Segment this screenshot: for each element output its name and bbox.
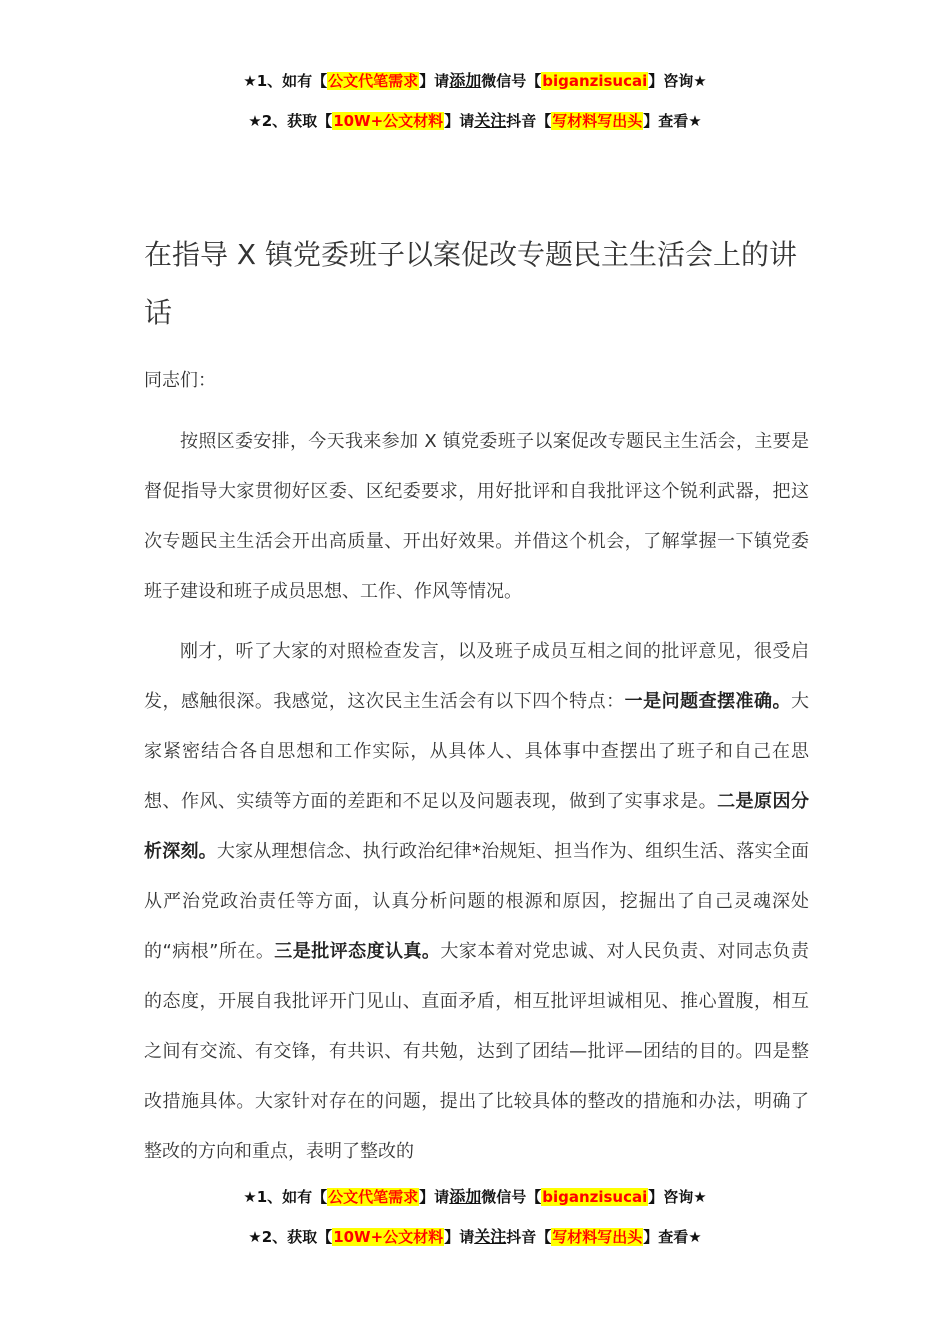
point-heading: 二是原因分析深刻。 [144,791,810,862]
promo-line-1: ★1、如有【公文代笔需求】请添加微信号【biganzisucai】咨询★ [243,71,707,90]
underlined-text: 添加 [449,71,482,90]
wechat-id: biganzisucai [542,72,648,90]
highlight-text: 10W+公文材料 [333,1228,444,1246]
promo-line-1: ★1、如有【公文代笔需求】请添加微信号【biganzisucai】咨询★ [243,1187,707,1206]
document-body [144,417,809,1187]
point-heading: 一是问题查摆准确。 [624,691,792,712]
douyin-id: 写材料写出头 [552,1228,643,1246]
highlight-text: 公文代笔需求 [328,1188,419,1206]
salutation: 同志们： [144,370,216,391]
document-title: 在指导 X 镇党委班子以案促改专题民主生活会上的讲话 [144,238,797,329]
underlined-text: 添加 [449,1187,482,1206]
highlight-text: 公文代笔需求 [328,72,419,90]
wechat-id: biganzisucai [542,1188,648,1206]
promo-line-2: ★2、获取【10W+公文材料】请关注抖音【写材料写出头】查看★ [248,111,702,130]
promo-banner-top [0,61,950,141]
underlined-text: 关注 [474,1227,507,1246]
point-heading: 三是批评态度认真。 [274,941,441,962]
paragraph-2: 刚才，听了大家的对照检查发言，以及班子成员互相之间的批评意见，很受启发，感触很深。我感觉，这次民主生活会有以下四个特点：一是问题查摆准确。大家紧密结合各自思想和工作实际，从具体人、具体事中查摆出了班子和自己在思想、作风、实绩等方面的差距和不足以及问题表现，做到了实事求是。二是原因分析深刻。大家从理想信念、执行政治纪律*治规矩、担当作为、组织生活、落实全面从严治党政治责任等方面，认真分析问题的根源和原因，挖掘出了自己灵魂深处的“病根”所在。三是批评态度认真。大家本着对党忠诚、对人民负责、对同志负责的态度，开展自我批评开门见山、直面矛盾，相互批评坦诚相见、推心置腹，相互之间有交流、有交锋，有共识、有共勉，达到了团结—批评—团结的目的。四是整改措施具体。大家针对存在的问题，提出了比较具体的整改的措施和办法，明确了整改的方向和重点，表明了整改的 [144,641,810,1162]
promo-line-2: ★2、获取【10W+公文材料】请关注抖音【写材料写出头】查看★ [248,1227,702,1246]
highlight-text: 10W+公文材料 [333,112,444,130]
underlined-text: 关注 [474,111,507,130]
promo-banner-bottom [0,1177,950,1257]
paragraph-1: 按照区委安排，今天我来参加 X 镇党委班子以案促改专题民主生活会，主要是督促指导大家贯彻好区委、区纪委要求，用好批评和自我批评这个锐利武器，把这次专题民主生活会开出高质量、开出好效果。并借这个机会，了解掌握一下镇党委班子建设和班子成员思想、工作、作风等情况。 [144,431,809,602]
douyin-id: 写材料写出头 [552,112,643,130]
